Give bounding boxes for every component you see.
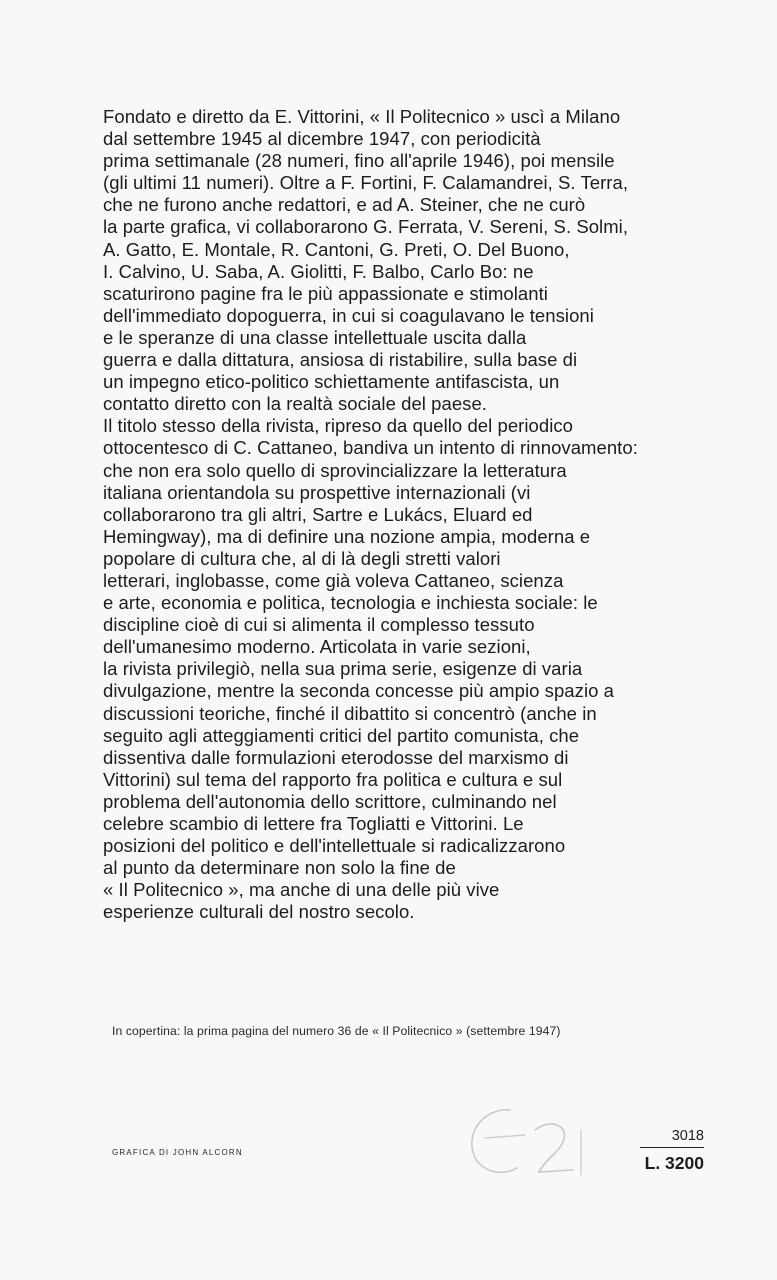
text-line: Il titolo stesso della rivista, ripreso da quello del periodico [103,415,574,437]
text-line: popolare di cultura che, al di là degli stretti valori [103,547,501,569]
text-line: contatto diretto con la realtà sociale del paese. [103,393,487,415]
text-line: esperienze culturali del nostro secolo. [103,901,415,923]
text-line: e arte, economia e politica, tecnologia e inchiesta sociale: le [103,592,598,614]
text-line: « Il Politecnico », ma anche di una delle più vive [103,879,500,901]
text-line: un impegno etico-politico schiettamente antifascista, un [103,371,560,393]
text-line: prima settimanale (28 numeri, fino all'aprile 1946), poi mensile [103,150,615,172]
text-line: dell'umanesimo moderno. Articolata in varie sezioni, [103,636,531,658]
text-line: che ne furono anche redattori, e ad A. Steiner, che ne curò [103,194,586,216]
synopsis-text [103,106,713,923]
text-line: A. Gatto, E. Montale, R. Cantoni, G. Preti, O. Del Buono, [103,238,570,260]
pencil-scribble-mark [455,1090,605,1200]
text-line: problema dell'autonomia dello scrittore, culminando nel [103,790,557,812]
text-line: dissentiva dalle formulazioni eterodosse del marxismo di [103,746,569,768]
text-line: la rivista privilegiò, nella sua prima serie, esigenze di varia [103,658,583,680]
text-line: (gli ultimi 11 numeri). Oltre a F. Fortini, F. Calamandrei, S. Terra, [103,172,629,194]
text-line: ottocentesco di C. Cattaneo, bandiva un intento di rinnovamento: [103,437,638,459]
price-block [640,1128,704,1174]
text-line: discipline cioè di cui si alimenta il complesso tessuto [103,614,535,636]
text-line: posizioni del politico e dell'intellettuale si radicalizzarono [103,835,566,857]
text-line: seguito agli atteggiamenti critici del partito comunista, che [103,724,580,746]
text-line: collaborarono tra gli altri, Sartre e Lukács, Eluard ed [103,503,533,525]
text-line: la parte grafica, vi collaborarono G. Ferrata, V. Sereni, S. Solmi, [103,216,629,238]
text-line: celebre scambio di lettere fra Togliatti e Vittorini. Le [103,813,524,834]
text-line: dal settembre 1945 al dicembre 1947, con periodicità [103,128,541,150]
text-line: al punto da determinare non solo la fine de [103,857,456,879]
text-line: italiana orientandola su prospettive internazionali (vi [103,481,531,503]
cover-caption: In copertina: la prima pagina del numero 36 de « Il Politecnico » (settembre 1947) [112,1024,561,1038]
text-line: scaturirono pagine fra le più appassionate e stimolanti [103,282,548,304]
text-line: discussioni teoriche, finché il dibattito si concentrò (anche in [103,702,597,724]
text-line: Hemingway), ma di definire una nozione ampia, moderna e [103,525,591,547]
text-line: e le speranze di una classe intellettuale uscita dalla [103,326,527,348]
text-line: letterari, inglobasse, come già voleva Cattaneo, scienza [103,569,564,591]
design-credit: GRAFICA DI JOHN ALCORN [112,1148,243,1157]
text-line: Vittorini) sul tema del rapporto fra politica e cultura e sul [103,768,563,790]
catalog-number: 3018 [640,1128,704,1148]
price-label: L. 3200 [644,1153,704,1173]
text-line: divulgazione, mentre la seconda concesse più ampio spazio a [103,680,614,702]
text-line: guerra e dalla dittatura, ansiosa di ristabilire, sulla base di [103,349,578,371]
text-line: dell'immediato dopoguerra, in cui si coagulavano le tensioni [103,304,594,326]
text-line: che non era solo quello di sprovincializzare la letteratura [103,459,567,481]
text-line: Fondato e diretto da E. Vittorini, « Il Politecnico » uscì a Milano [103,106,621,127]
text-line: I. Calvino, U. Saba, A. Giolitti, F. Balbo, Carlo Bo: ne [103,260,534,282]
